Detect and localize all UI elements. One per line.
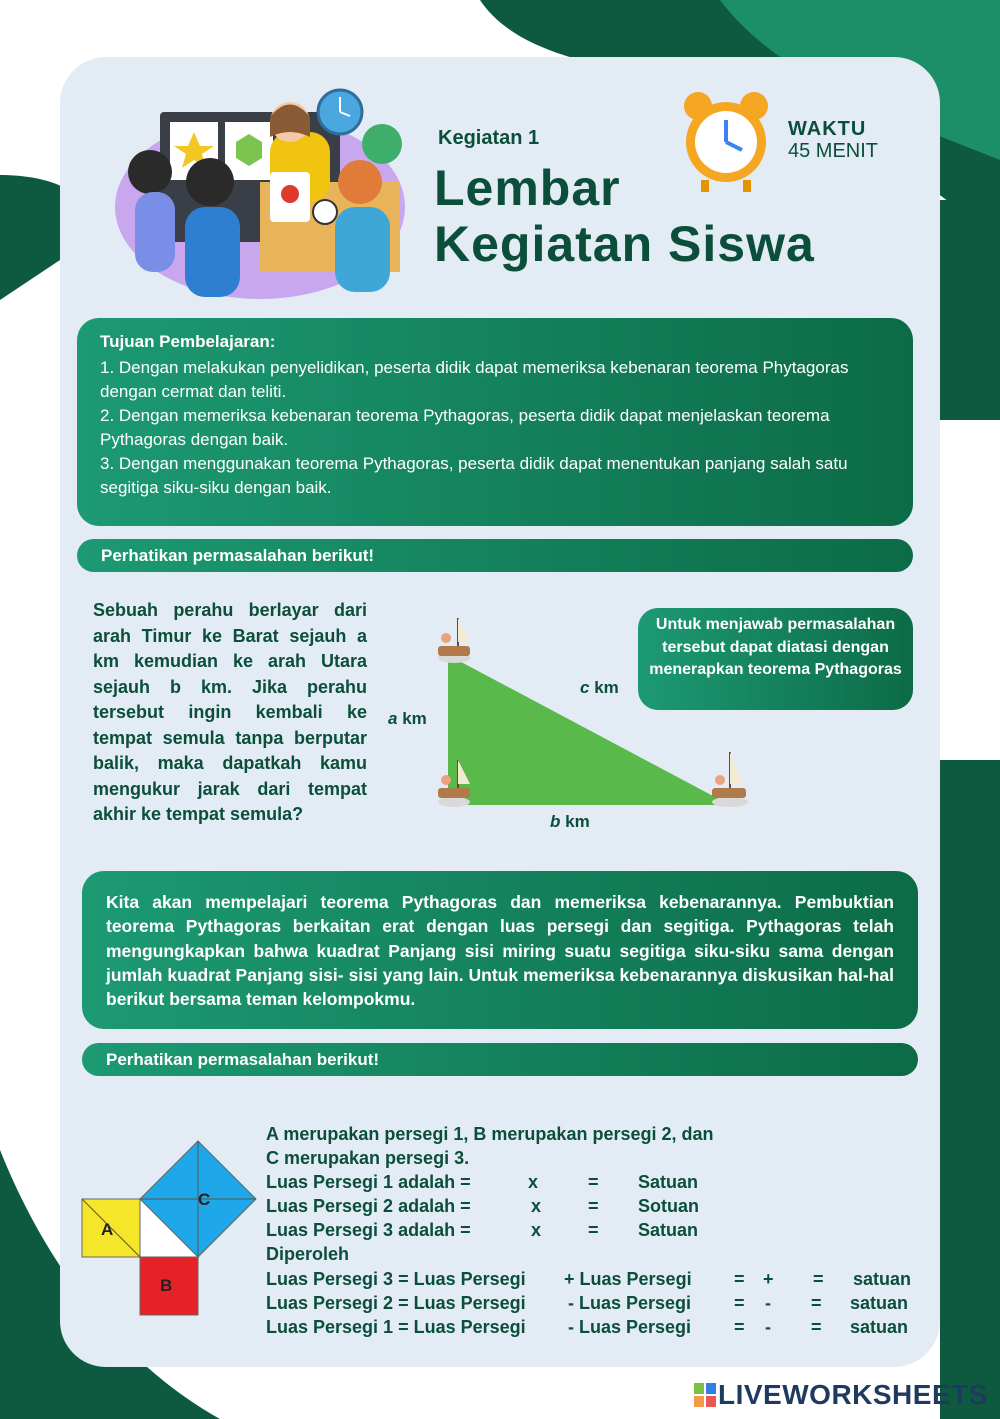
relation-left: Luas Persegi 3 = Luas Persegi (266, 1269, 526, 1289)
intro-box (82, 871, 918, 1029)
square-label-c: C (198, 1190, 211, 1209)
intro-text: Kita akan mempelajari teorema Pythagoras dan memeriksa kebenarannya. Pembuktian teorema Pythagoras berkaitan erat dengan luas persegi dan segitiga. Pythagoras telah mengungkapkan bahwa kuadrat Panjang sisi miring suatu segitiga siku-siku sama dengan jumlah kuadrat Panjang sisi- sisi yang lain. Untuk memeriksa kebenarannya diskusikan hal-hal berikut bersama teman kelompokmu. (106, 892, 894, 1010)
section-pill-1: Perhatikan permasalahan berikut! (77, 539, 913, 572)
area-row-eq: = (588, 1196, 599, 1216)
relation-unit: satuan (850, 1317, 909, 1337)
relation-eq2: = (811, 1317, 822, 1337)
area-row-label: Luas Persegi 3 adalah = (266, 1220, 471, 1240)
area-row-eq: = (588, 1172, 599, 1192)
time-value: 45 MENIT (788, 140, 879, 162)
relation-left: Luas Persegi 1 = Luas Persegi (266, 1317, 526, 1337)
obtained-label: Diperoleh (266, 1244, 350, 1264)
classroom-illustration (110, 82, 410, 307)
objectives-heading: Tujuan Pembelajaran: (100, 332, 276, 351)
area-row-eq: = (588, 1220, 599, 1240)
relation-eq2: = (813, 1269, 824, 1289)
objective-item-2: 2. Dengan memeriksa kebenaran teorema Pythagoras, peserta didik dapat menjelaskan teorema Pythagoras dengan baik. (100, 406, 830, 449)
section-pill-2: Perhatikan permasalahan berikut! (82, 1043, 918, 1076)
hint-text: Untuk menjawab permasalahan tersebut dapat diatasi dengan menerapkan teorema Pythagoras (649, 616, 902, 678)
relation-unit: satuan (853, 1269, 912, 1289)
area-row-op: x (528, 1172, 539, 1192)
square-label-b: B (160, 1276, 173, 1295)
boat-icon-top (438, 618, 470, 663)
area-row-label: Luas Persegi 1 adalah = (266, 1172, 471, 1192)
alarm-clock-icon (676, 84, 776, 194)
square-label-a: A (101, 1220, 114, 1239)
area-row-label: Luas Persegi 2 adalah = (266, 1196, 471, 1216)
relation-op: + (763, 1269, 774, 1289)
boat-icon-bottom-right (712, 752, 748, 807)
side-b-label: b km (550, 812, 590, 831)
learning-objectives-box (77, 318, 913, 526)
relation-eq1: = (734, 1317, 745, 1337)
hint-box (638, 608, 913, 710)
problem-text: Sebuah perahu berlayar dari arah Timur ke Barat sejauh a km kemudian ke arah Utara sejauh b km. Jika perahu tersebut ingin kembali ke tempat semula tanpa berputar balik, maka dapatkah kamu mengukur jarak dari tempat akhir ke tempat semula? (93, 600, 367, 824)
time-label: WAKTU (788, 118, 867, 140)
relation-eq1: = (734, 1293, 745, 1313)
statement-line-1: A merupakan persegi 1, B merupakan persegi 2, dan (266, 1124, 714, 1144)
relation-op: - (765, 1317, 771, 1337)
area-row-unit: Sotuan (638, 1196, 699, 1216)
relation-eq1: = (734, 1269, 745, 1289)
side-a-label: a km (388, 709, 427, 728)
relation-left: Luas Persegi 2 = Luas Persegi (266, 1293, 526, 1313)
area-row-op: x (531, 1196, 542, 1216)
liveworksheets-logo-icon (694, 1383, 716, 1407)
area-row-unit: Satuan (638, 1220, 699, 1240)
liveworksheets-brand[interactable]: LIVEWORKSHEETS (718, 1379, 988, 1410)
statement-line-2: C merupakan persegi 3. (266, 1148, 470, 1168)
objective-item-3: 3. Dengan menggunakan teorema Pythagoras, peserta didik dapat menentukan panjang salah satu segitiga siku-siku dengan baik. (100, 454, 848, 497)
relation-mid: - Luas Persegi (568, 1317, 692, 1337)
relation-op: - (765, 1293, 771, 1313)
activity-label: Kegiatan 1 (438, 127, 540, 149)
objective-item-1: 1. Dengan melakukan penyelidikan, peserta didik dapat memeriksa kebenaran teorema Phytagoras dengan cermat dan teliti. (100, 358, 849, 401)
page-title-line2: Kegiatan Siswa (434, 216, 815, 272)
relation-mid: - Luas Persegi (568, 1293, 692, 1313)
relation-mid: + Luas Persegi (564, 1269, 692, 1289)
relation-unit: satuan (850, 1293, 909, 1313)
relation-eq2: = (811, 1293, 822, 1313)
page-title-line1: Lembar (434, 160, 621, 216)
area-row-op: x (531, 1220, 542, 1240)
side-c-label: c km (580, 678, 619, 697)
area-row-unit: Satuan (638, 1172, 699, 1192)
